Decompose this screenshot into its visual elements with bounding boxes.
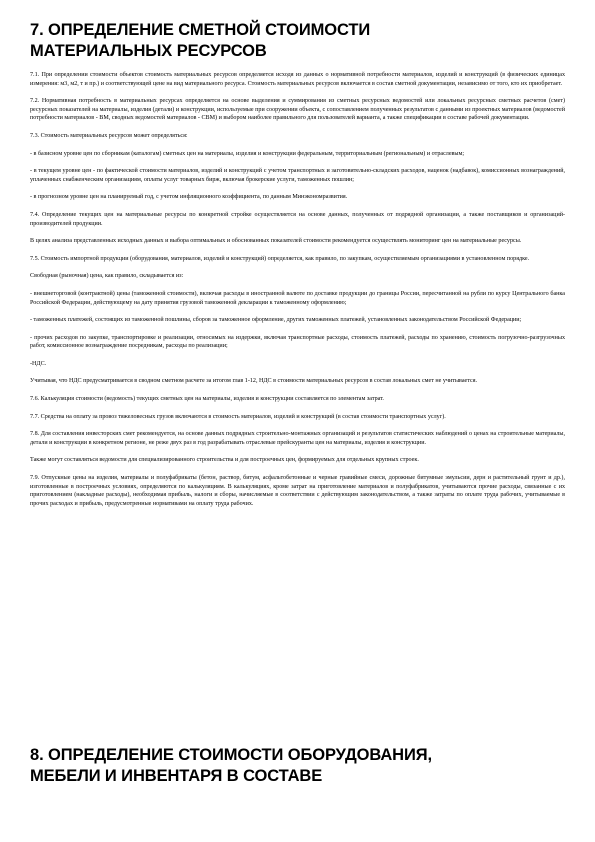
paragraph-7-9: 7.9. Отпускные цены на изделия, материалы и полуфабрикаты (бетон, раствор, битум, асфальтобетонные и черные гравийные смеси, дорожные битумные эмульсии, дерн и растительный грунт и др.), изготовленные в построечных условиях, определяются по калькуляциям. В калькуляциях, кроме затрат на приготовление материалов и полуфабрикатов, учитываются прочие расходы, связанные с их приготовлением (накладные расходы), необходимая прибыль, налоги и сборы, начисляемые в соответствии с действующим законодательством, а также затраты по оплате труда рабочих, учитываемые в прочих расходах и прибыль, предусмотренные нормативами на оплату труда рабочих.: [30, 475, 565, 507]
paragraph-free-price: Свободная (рыночная) цена, как правило, складывается из:: [30, 273, 184, 280]
paragraph-specialized-statements: Также могут составляться ведомости для специализированного строительства и для построечных цен, формируемых для отдельных крупных строек.: [30, 457, 419, 464]
list-item-base-prices: - в базисном уровне цен по сборникам (каталогам) сметных цен на материалы, изделия и конструкции федеральным, территориальным (региональным) и отраслевым;: [30, 150, 465, 157]
list-item-forecast-prices: - в прогнозном уровне цен на планируемый год, с учетом инфляционного коэффициента, по данным Минэкономразвития.: [30, 194, 348, 201]
paragraph-7-7: 7.7. Средства на оплату за провоз тяжеловесных грузов включаются в стоимость материалов, изделий и конструкций (в состав стоимости транспортных услуг).: [30, 413, 446, 420]
paragraph-vat-note: Учитывая, что НДС предусматривается в сводном сметном расчете за итогом глав 1-12, НДС в стоимости материальных ресурсов в состав локальных смет не учитывается.: [30, 378, 478, 385]
section-8-title-line-1: 8. ОПРЕДЕЛЕНИЕ СТОИМОСТИ ОБОРУДОВАНИЯ,: [30, 746, 432, 764]
section-7-title-line-1: 7. ОПРЕДЕЛЕНИЕ СМЕТНОЙ СТОИМОСТИ: [30, 21, 371, 39]
list-item-customs-payments: - таможенных платежей, состоящих из таможенной пошлины, сборов за таможенное оформление, других таможенных платежей, установленных законодательством Российской Федерации;: [30, 317, 522, 324]
section-7-title-line-2: МАТЕРИАЛЬНЫХ РЕСУРСОВ: [30, 42, 267, 60]
paragraph-7-4: 7.4. Определение текущих цен на материальные ресурсы по конкретной стройке осуществляется на основе данных, полученных от подрядной организации, а также поставщиков и организаций-производителей продукции.: [30, 211, 565, 227]
list-item-other-expenses: - прочих расходов по закупке, транспортировке и реализации, относимых на издержки, включая транспортные расходы, стоимость платежей, расходы по хранению, стоимость погрузочно-разгрузочных работ, комиссионное вознаграждение посредникам, расходы по реализации;: [30, 334, 565, 350]
list-item-current-prices: - в текущем уровне цен - по фактической стоимости материалов, изделий и конструкций с учетом транспортных и заготовительно-складских расходов, наценок (надбавок), комиссионных вознаграждений, уплаченных снабженческим организациям, оплаты услуг товарных бирж, включая брокерские услуги, таможенных пошлин;: [30, 168, 565, 183]
section-8-title-line-2: МЕБЕЛИ И ИНВЕНТАРЯ В СОСТАВЕ: [30, 767, 323, 785]
paragraph-7-6: 7.6. Калькуляция стоимости (ведомость) текущих сметных цен на материалы, изделия и конструкции составляется по элементам затрат.: [30, 396, 384, 403]
list-item-vat: -НДС.: [30, 360, 47, 367]
section-7-body: [30, 71, 565, 508]
list-item-contract-price: - внешнеторговой (контрактной) цены (таможенной стоимости), включая расходы в иностранной валюте по доставке продукции до границы России, пересчитанной на рубли по курсу Центрального банка Российской Федерации, действующему на дату принятия грузовой таможенной декларации к таможенному оформлению;: [30, 290, 565, 306]
paragraph-7-3: 7.3. Стоимость материальных ресурсов может определяться:: [30, 132, 188, 139]
paragraph-7-8: 7.8. Для составления инвесторских смет рекомендуется, на основе данных подрядных строительно-монтажных организаций и результатов статистических наблюдений о ценах на строительные материалы, детали и конструкции в конкретном регионе, не реже двух раз в год разрабатывать отраслевые прейскуранты цен на материалы, изделия и конструкции.: [30, 431, 565, 446]
paragraph-7-2: 7.2. Нормативная потребность в материальных ресурсах определяется на основе выделения и суммирования из сметных ресурсных ведомостей или локальных ресурсных сметных расчетов (смет) ресурсных показателей на материалы, изделия (детали) и конструкции, используемые при сооружении объекта, с сопоставлением полученных результатов с данными из проектных материалов (ведомостей потребности материалов - ВМ, сводных ведомостей материалов - СВМ) и выбором наиболее правильного для пользователей варианта, а также спецификации в составе рабочей документации.: [30, 98, 565, 122]
section-7-title: [30, 20, 565, 62]
paragraph-7-1: 7.1. При определении стоимости объектов стоимость материальных ресурсов определяется исходя из данных о нормативной потребности материалов, изделий и конструкций (в физических единицах измерения: м3, м2, т и пр.) и соответствующей цене на вид материального ресурса. Стоимость материальных ресурсов включается в состав сметной документации, независимо от того, кто их приобретает.: [30, 72, 565, 87]
paragraph-monitoring: В целях анализа представленных исходных данных и выбора оптимальных и обоснованных показателей стоимости рекомендуется осуществлять мониторинг цен на материальные ресурсы.: [30, 238, 522, 245]
section-8-title: [30, 745, 565, 787]
paragraph-7-5: 7.5. Стоимость импортной продукции (оборудования, материалов, изделий и конструкций) определяется, как правило, по закупкам, осуществляемым организациями в установленном порядке.: [30, 255, 530, 262]
